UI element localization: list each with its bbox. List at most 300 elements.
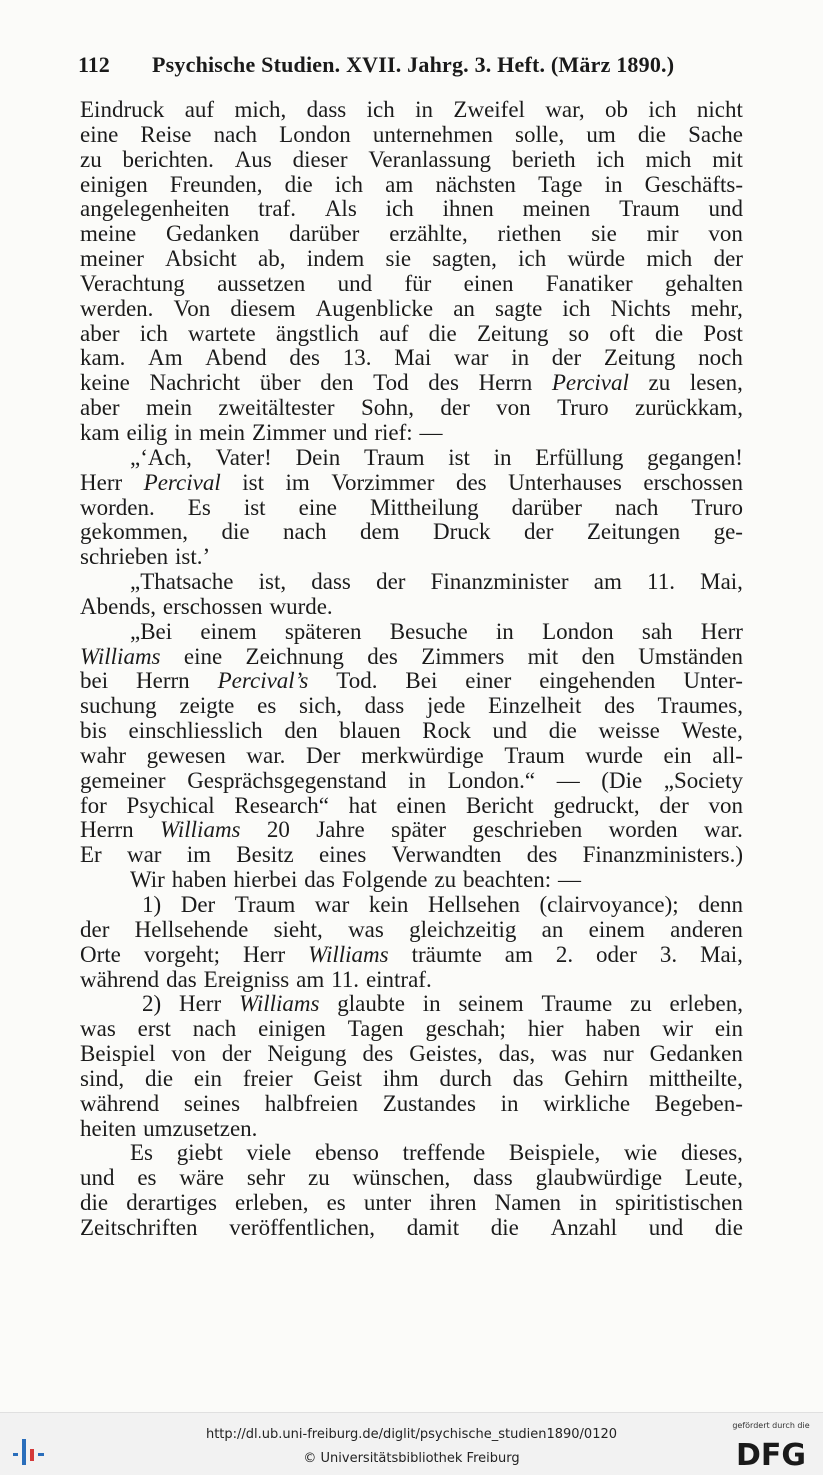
word: erst — [137, 1016, 171, 1042]
word: mich — [645, 146, 692, 172]
word: Sache — [688, 121, 743, 147]
word: was — [348, 916, 384, 942]
word: einem — [588, 916, 645, 942]
word: der — [221, 1041, 252, 1067]
text-line — [80, 520, 743, 545]
word: der — [376, 569, 406, 595]
word: „Thatsache — [130, 569, 234, 595]
text-line — [80, 1216, 743, 1241]
word: Nachricht — [149, 370, 241, 396]
word: zurückkam, — [635, 395, 743, 421]
word: Hellsehende — [134, 916, 249, 942]
word: das — [304, 867, 335, 893]
word: Aus — [234, 146, 272, 172]
word: der — [440, 395, 470, 421]
word: sind, — [80, 1065, 125, 1091]
word: „Bei — [130, 618, 173, 644]
word: 2) — [142, 991, 162, 1017]
word: Finanzminister — [430, 569, 569, 595]
word: eingehenden — [539, 668, 656, 694]
word: Hellsehen — [427, 892, 520, 917]
word: in — [604, 171, 623, 197]
word: ich — [562, 295, 591, 321]
word: auf — [184, 97, 215, 122]
word: eine — [183, 643, 223, 669]
word: bei — [80, 668, 109, 694]
word: London.“ — [447, 767, 536, 793]
word: Reise — [140, 121, 192, 147]
word: ich — [334, 171, 364, 197]
word: Sohn, — [360, 395, 415, 421]
word: riethen — [497, 221, 562, 247]
word: gedruckt, — [553, 792, 640, 818]
text-line — [80, 1117, 743, 1142]
word: ab, — [257, 246, 286, 272]
word: Gedanken — [649, 1041, 743, 1067]
word: sie — [385, 246, 412, 272]
word: dass — [311, 569, 351, 595]
body-text — [80, 98, 743, 1241]
word: um — [586, 121, 616, 147]
word: kam — [80, 419, 120, 445]
word: „‘Ach, — [130, 444, 192, 470]
word: was — [80, 1016, 116, 1042]
word: Traum — [234, 892, 296, 917]
word: heiten — [80, 1115, 137, 1141]
word: giebt — [176, 1140, 223, 1166]
word: Mittheilung — [369, 494, 479, 520]
word: Truro — [691, 494, 743, 520]
word: ebenso — [314, 1140, 379, 1166]
word: Beispiele, — [508, 1140, 601, 1166]
word: in — [511, 345, 530, 371]
word: Mai — [394, 345, 432, 371]
word: das — [512, 1065, 544, 1091]
word: London — [279, 121, 351, 147]
word: Tod — [373, 370, 409, 396]
text-line — [80, 1017, 743, 1042]
word: kein — [368, 892, 409, 917]
word: werden. — [80, 295, 154, 321]
word: Freunden, — [169, 171, 263, 197]
text-line — [80, 371, 743, 396]
word: Vater! — [215, 444, 272, 470]
word: von — [708, 792, 743, 818]
word: es — [137, 1165, 157, 1191]
text-line — [80, 123, 743, 148]
word: einigen — [80, 171, 148, 197]
word: treffende — [402, 1140, 486, 1166]
word: berieth — [511, 146, 576, 172]
word: Traum — [504, 742, 565, 768]
word: halbfreien — [264, 1090, 359, 1116]
word: die — [548, 718, 577, 744]
word: seinem — [458, 991, 524, 1017]
word: ängstlich — [275, 320, 359, 346]
word: eine — [298, 494, 337, 520]
text-line — [80, 669, 743, 694]
word: sagten, — [432, 246, 497, 272]
word: Unter- — [683, 668, 743, 694]
word: eilig — [126, 419, 168, 445]
word: der — [551, 345, 582, 371]
word: Unterhauses — [508, 469, 622, 495]
word: dieses, — [680, 1140, 743, 1166]
word: Leute, — [684, 1165, 743, 1191]
word: Besitz — [236, 842, 294, 868]
word: Williams — [80, 643, 161, 669]
word: ein — [714, 1016, 743, 1042]
word: jede — [427, 693, 466, 719]
word: 11. — [331, 966, 360, 992]
word: wie — [624, 1140, 658, 1166]
text-line — [80, 818, 743, 843]
text-line — [80, 471, 743, 496]
text-line — [80, 918, 743, 943]
word: wahr — [80, 742, 126, 768]
text-line — [80, 645, 743, 670]
word: Von — [173, 295, 211, 321]
word: für — [404, 270, 432, 296]
page-number: 112 — [78, 52, 110, 77]
dfg-logo-icon — [726, 1421, 816, 1471]
text-line — [80, 222, 743, 247]
word: mein — [145, 395, 192, 421]
word: Geschäfts- — [644, 171, 743, 197]
copyright-notice: © Universitätsbibliothek Freiburg — [303, 1451, 520, 1466]
word: durch — [439, 1065, 492, 1091]
word: Zeitschriften — [80, 1214, 198, 1240]
word: dass — [364, 693, 405, 719]
word: des — [604, 693, 635, 719]
word: gewesen — [146, 742, 226, 768]
word: mir — [646, 221, 679, 247]
word: Herr — [178, 991, 222, 1017]
word: denn — [698, 892, 743, 917]
word: in — [174, 419, 193, 445]
word: 13. — [342, 345, 372, 371]
word: (clairvoyance); — [539, 892, 679, 917]
text-line — [80, 843, 743, 868]
word: Abend — [205, 345, 267, 371]
word: Neigung — [267, 1041, 347, 1067]
word: in — [579, 1190, 598, 1216]
text-line — [80, 719, 743, 744]
text-line — [80, 992, 743, 1017]
word: freier — [242, 1065, 293, 1091]
word: 20 — [266, 817, 290, 843]
text-line — [80, 1141, 743, 1166]
word: bis — [80, 718, 107, 744]
word: sah — [641, 618, 673, 644]
word: Folgende — [341, 867, 428, 893]
word: der — [713, 246, 743, 272]
text-line — [80, 496, 743, 521]
word: einigen — [258, 1016, 326, 1042]
word: Ereigniss — [203, 966, 290, 992]
word: Herr — [80, 469, 123, 495]
word: berichten. — [122, 146, 214, 172]
text-line — [80, 197, 743, 222]
word: erleben, — [669, 991, 743, 1017]
word: for — [80, 792, 107, 818]
word: Druck — [433, 519, 491, 545]
word: ein — [193, 1065, 222, 1091]
word: ein — [663, 742, 692, 768]
word: sie — [591, 221, 617, 247]
word: Finanzministers.) — [582, 842, 743, 868]
word: und — [492, 718, 528, 744]
word: weisse — [598, 718, 660, 744]
word: sagte — [495, 295, 543, 321]
viewer-footer — [0, 1412, 823, 1475]
word: am — [593, 569, 622, 595]
word: solle, — [515, 121, 565, 147]
word: des — [428, 370, 459, 396]
word: Percival’s — [217, 668, 309, 694]
text-line — [80, 744, 743, 769]
word: Dein — [295, 444, 341, 470]
word: Es — [130, 1140, 153, 1166]
word: Orte — [80, 941, 121, 967]
word: zu — [434, 867, 457, 893]
word: Nichts — [610, 295, 671, 321]
word: gegangen! — [647, 444, 743, 470]
word: haben — [585, 1016, 641, 1042]
text-line — [80, 545, 743, 570]
word: aussetzen — [217, 270, 306, 296]
word: ge- — [713, 519, 743, 545]
word: in — [408, 767, 426, 793]
word: einen — [463, 270, 514, 296]
word: Psychical — [126, 792, 215, 818]
word: im — [285, 469, 310, 495]
word: Der — [180, 892, 216, 917]
word: Rock — [422, 718, 471, 744]
word: aber — [80, 395, 120, 421]
word: wirkliche — [543, 1090, 631, 1116]
word: mich — [646, 246, 693, 272]
text-line — [80, 247, 743, 272]
word: ihnen — [442, 196, 494, 222]
word: eintraf. — [365, 966, 432, 992]
word: so — [568, 320, 590, 346]
word: des — [367, 643, 398, 669]
word: mein — [199, 419, 246, 445]
text-line — [80, 346, 743, 371]
text-line — [80, 1166, 743, 1191]
word: — — [557, 867, 581, 893]
permalink-url[interactable]: http://dl.ub.uni-freiburg.de/diglit/psychische_studien1890/0120 — [205, 1427, 618, 1442]
word: dieser — [292, 146, 348, 172]
word: oder — [596, 941, 637, 967]
word: erleben, — [235, 1190, 309, 1216]
word: mit — [712, 146, 743, 172]
word: Namen — [494, 1190, 562, 1216]
page-header — [78, 52, 758, 84]
word: darüber — [511, 494, 582, 520]
word: Mai, — [700, 941, 743, 967]
word: Es — [187, 494, 211, 520]
word: würde — [567, 246, 626, 272]
word: des — [526, 842, 558, 868]
word: sehr — [246, 1165, 286, 1191]
dfg-logo — [726, 1421, 816, 1471]
word: Herrn — [80, 817, 134, 843]
word: haben — [171, 867, 227, 893]
word: Traum — [364, 444, 425, 470]
word: ist — [242, 469, 264, 495]
text-line — [80, 595, 743, 620]
word: nächsten — [435, 171, 516, 197]
word: die — [637, 121, 666, 147]
word: Zimmers — [421, 643, 505, 669]
word: gleichzeitig — [409, 916, 517, 942]
word: Geistes, — [409, 1041, 483, 1067]
word: und — [332, 419, 368, 445]
word: Verachtung — [80, 270, 185, 296]
word: wir — [662, 1016, 693, 1042]
word: ich — [366, 97, 395, 122]
word: vorgeht; — [143, 941, 221, 967]
word: Zweifel — [453, 97, 525, 122]
word: zu — [648, 370, 671, 396]
word: zweitältester — [218, 395, 335, 421]
word: war — [314, 892, 350, 917]
word: Er — [80, 842, 102, 868]
word: meine — [80, 221, 137, 247]
word: die — [284, 171, 313, 197]
word: es — [326, 1190, 346, 1216]
word: des — [362, 1041, 394, 1067]
text-line — [80, 173, 743, 198]
word: gehalten — [665, 270, 743, 296]
text-line — [80, 297, 743, 322]
word: von — [496, 395, 531, 421]
word: nach — [213, 121, 258, 147]
text-line — [80, 272, 743, 297]
word: mich, — [234, 97, 287, 122]
word: ihren — [429, 1190, 477, 1216]
word: ist.’ — [175, 544, 211, 570]
word: rief: — [374, 419, 413, 445]
word: wünschen, — [352, 1165, 451, 1191]
word: den — [284, 718, 318, 744]
word: Veranlassung — [368, 146, 491, 172]
word: die — [428, 320, 457, 346]
word: war. — [703, 817, 743, 843]
word: Gehirn — [564, 1065, 629, 1091]
word: Einzelheit — [488, 693, 582, 719]
word: und — [337, 270, 373, 296]
word: umzusetzen. — [143, 1115, 258, 1141]
word: 3. — [659, 941, 678, 967]
word: das — [166, 966, 197, 992]
word: an — [453, 295, 475, 321]
word: Begeben- — [654, 1090, 743, 1116]
word: blauen — [339, 718, 401, 744]
word: wurde — [585, 742, 643, 768]
word: an — [541, 916, 564, 942]
word: Als — [324, 196, 357, 222]
word: gekommen, — [80, 519, 188, 545]
word: eine — [80, 121, 119, 147]
word: wäre — [179, 1165, 225, 1191]
word: dass — [473, 1165, 513, 1191]
word: Zeichnung — [245, 643, 344, 669]
word: ihm — [382, 1065, 419, 1091]
text-line — [80, 769, 743, 794]
word: Zeitung — [603, 345, 676, 371]
word: das, — [498, 1041, 536, 1067]
word: Tagen — [347, 1016, 404, 1042]
word: die — [144, 1065, 174, 1091]
word: unter — [363, 1190, 412, 1216]
word: nicht — [696, 97, 743, 122]
word: ist — [243, 494, 266, 520]
word: Mai, — [700, 569, 743, 595]
word: nur — [602, 1041, 634, 1067]
word: im — [186, 842, 212, 868]
word: in — [415, 97, 434, 122]
word: eines — [319, 842, 367, 868]
word: Post — [703, 320, 743, 346]
text-line — [80, 694, 743, 719]
word: diesem — [230, 295, 296, 321]
word: nach — [614, 494, 659, 520]
word: derartiges — [126, 1190, 217, 1216]
word: — — [419, 419, 443, 445]
word: Umständen — [638, 643, 743, 669]
word: über — [259, 370, 301, 396]
word: Weste, — [681, 718, 743, 744]
word: zu — [629, 991, 652, 1017]
word: einschliesslich — [128, 718, 263, 744]
word: späteren — [284, 618, 362, 644]
word: Zeitungen — [586, 519, 681, 545]
text-line — [80, 968, 743, 993]
word: ob — [605, 97, 629, 122]
word: ist, — [258, 569, 287, 595]
text-line — [80, 98, 743, 123]
text-line — [80, 1067, 743, 1092]
word: ich — [139, 320, 168, 346]
word: mehr, — [690, 295, 743, 321]
word: Fanatiker — [545, 270, 633, 296]
word: hier — [527, 1016, 564, 1042]
word: Zimmer — [251, 419, 327, 445]
word: „Society — [663, 767, 743, 793]
word: wartete — [188, 320, 256, 346]
text-line — [80, 396, 743, 421]
word: zu — [80, 146, 102, 172]
word: Percival — [551, 370, 629, 396]
word: die — [80, 1190, 109, 1216]
text-line — [80, 1042, 743, 1067]
word: keine — [80, 370, 130, 396]
word: merkwürdige — [361, 742, 484, 768]
word: den — [320, 370, 354, 396]
word: und — [648, 1214, 684, 1240]
word: meiner — [80, 246, 144, 272]
word: anderen — [670, 916, 743, 942]
text-line — [80, 868, 743, 893]
word: schrieben — [80, 544, 169, 570]
word: Besuche — [389, 618, 468, 644]
word: hierbei — [233, 867, 298, 893]
word: glaubte — [337, 991, 405, 1017]
word: mit — [527, 643, 559, 669]
